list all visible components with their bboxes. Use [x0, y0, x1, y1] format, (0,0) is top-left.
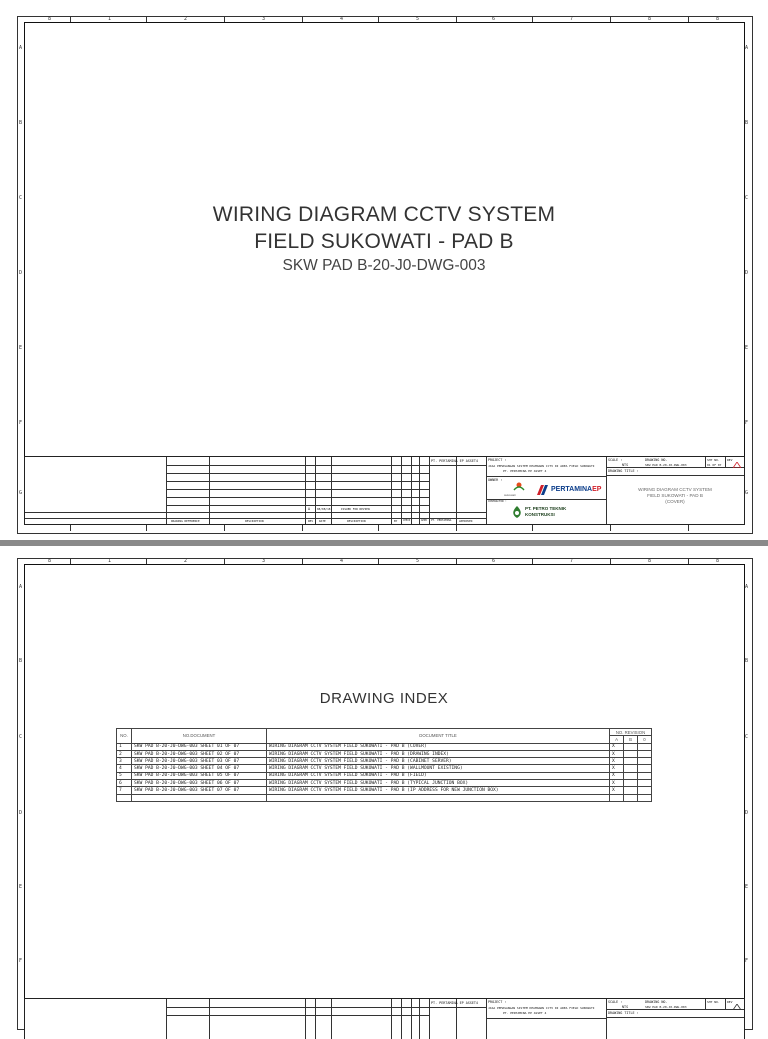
- row-rev-a: X: [610, 780, 624, 787]
- zone-label: A: [745, 45, 749, 51]
- zone-label: A: [19, 584, 23, 590]
- row-rev-a: X: [610, 765, 624, 772]
- header-revision: NO. REVISION: [610, 729, 652, 736]
- tb-bottom-label: APPR: [421, 519, 427, 522]
- tb-drawing-title-1: WIRING DIAGRAM CCTV SYSTEM: [638, 487, 712, 492]
- zone-label: 2: [184, 558, 188, 564]
- zone-label: 8: [716, 558, 720, 564]
- row-rev-a: X: [610, 772, 624, 779]
- zone-label: F: [745, 958, 749, 964]
- zone-label: E: [19, 345, 23, 351]
- row-no: 6: [117, 780, 132, 787]
- tb-bottom-label: PT. PERTAMINA: [431, 519, 452, 522]
- table-row: [117, 750, 652, 757]
- row-doc: SKW PAD B-20-J0-DWG-003 SHEET 06 OF 07: [132, 780, 267, 787]
- zone-label: E: [19, 884, 23, 890]
- zone-label: 8: [716, 16, 720, 22]
- tb-scale-label: SCALE :: [608, 1000, 623, 1004]
- zone-label: D: [19, 810, 23, 816]
- row-no: 1: [117, 743, 132, 750]
- zone-label: 1: [108, 16, 112, 22]
- tb-rev-row-date: 08/08/18: [317, 507, 331, 511]
- row-title: WIRING DIAGRAM CCTV SYSTEM FIELD SUKOWATI - PAD B (DRAWING INDEX): [267, 750, 610, 757]
- title-block: [24, 456, 745, 525]
- zone-label: C: [19, 195, 23, 201]
- zone-label: 5: [416, 16, 420, 22]
- zone-label: E: [745, 884, 749, 890]
- tb-rev-label: REV: [727, 1000, 733, 1004]
- header-no: NO.: [117, 729, 132, 744]
- zone-label: C: [745, 195, 749, 201]
- zone-label: F: [19, 958, 23, 964]
- row-doc: SKW PAD B-20-J0-DWG-003 SHEET 05 OF 07: [132, 772, 267, 779]
- zone-label: 4: [340, 16, 344, 22]
- tb-scale-value: NTS: [622, 1005, 629, 1009]
- zone-label: B: [745, 120, 749, 126]
- tb-drawing-title-label: DRAWING TITLE :: [608, 469, 639, 473]
- drawing-index-title: DRAWING INDEX: [319, 690, 449, 707]
- tb-drawing-title-3: (COVER): [665, 499, 685, 504]
- zone-label: 8: [648, 558, 652, 564]
- row-doc: SKW PAD B-20-J0-DWG-003 SHEET 03 OF 07: [132, 758, 267, 765]
- pertamina-logo-icon: [537, 485, 549, 495]
- tb-bottom-label: APPROVED: [459, 519, 473, 523]
- tb-contractor-label: CONTRACTOR :: [488, 500, 507, 503]
- pertamina-ep: EP: [592, 486, 602, 493]
- zone-label: 6: [492, 558, 496, 564]
- tb-scale-label: SCALE :: [608, 458, 623, 462]
- zone-label: 7: [570, 16, 574, 22]
- tb-bottom-label: DATE: [319, 519, 326, 523]
- cover-doc-number: SKW PAD B-20-J0-DWG-003: [282, 257, 486, 274]
- header-rev-0: 0: [638, 736, 652, 743]
- table-row: [117, 758, 652, 765]
- row-rev-a: X: [610, 758, 624, 765]
- zone-label: 1: [108, 558, 112, 564]
- tb-drawing-no-value: SKW PAD B-20-J0-DWG-003: [645, 463, 687, 467]
- header-rev-b: B: [624, 736, 638, 743]
- revision-triangle-icon: [733, 1004, 741, 1010]
- tb-owner-label: OWNER :: [488, 478, 503, 482]
- tb-scale-value: NTS: [622, 463, 629, 467]
- tb-bottom-label: BY: [394, 519, 398, 523]
- row-rev-a: X: [610, 787, 624, 794]
- tb-drawing-no-label: DRAWING NO.: [645, 458, 668, 462]
- zone-label: B: [745, 658, 749, 664]
- zone-label: F: [19, 420, 23, 426]
- row-title: WIRING DIAGRAM CCTV SYSTEM FIELD SUKOWATI - PAD B (WALLMOUNT EXISTING): [267, 765, 610, 772]
- row-no: 2: [117, 750, 132, 757]
- row-doc: SKW PAD B-20-J0-DWG-003 SHEET 07 OF 07: [132, 787, 267, 794]
- table-row: [117, 787, 652, 794]
- sukowati-logo-icon: [512, 482, 526, 492]
- row-rev-a: X: [610, 750, 624, 757]
- row-title: WIRING DIAGRAM CCTV SYSTEM FIELD SUKOWATI - PAD B (TYPICAL JUNCTION BOX): [267, 780, 610, 787]
- tb-sheet-value: 01 OF 07: [707, 463, 722, 467]
- row-no: 5: [117, 772, 132, 779]
- header-doc: NO.DOCUMENT: [132, 729, 267, 744]
- row-no: 3: [117, 758, 132, 765]
- zone-label: A: [19, 45, 23, 51]
- tb-sheet-label: SHT NO.: [707, 458, 720, 462]
- zone-label: 3: [262, 558, 266, 564]
- row-no: 7: [117, 787, 132, 794]
- tb-company: PT. PERTAMINA EP ASSET4: [431, 459, 478, 463]
- row-title: WIRING DIAGRAM CCTV SYSTEM FIELD SUKOWATI - PAD B (FIELD): [267, 772, 610, 779]
- tb-drawing-title-label: DRAWING TITLE :: [608, 1011, 639, 1015]
- tb-drawing-no-value: SKW PAD B-20-J0-DWG-003: [645, 1005, 687, 1009]
- petro-teknik-logo-icon: [511, 505, 523, 519]
- zone-label: 8: [48, 558, 52, 564]
- cover-title-line1: WIRING DIAGRAM CCTV SYSTEM: [212, 203, 556, 226]
- row-title: WIRING DIAGRAM CCTV SYSTEM FIELD SUKOWATI - PAD B (COVER): [267, 743, 610, 750]
- zone-label: 7: [570, 558, 574, 564]
- zone-label: D: [745, 270, 749, 276]
- row-no: 4: [117, 765, 132, 772]
- tb-project-text-2: PT. PERTAMINA EP ASSET 4: [503, 469, 547, 473]
- zone-label: B: [19, 658, 23, 664]
- row-rev-a: X: [610, 743, 624, 750]
- tb-project-text-1: JASA PEMASANGAN SISTEM KEAMANAN CCTV DI AREA FIELD SUKOWATI: [488, 1006, 595, 1010]
- zone-label: D: [19, 270, 23, 276]
- zone-label: C: [19, 734, 23, 740]
- tb-project-text-1: JASA PEMASANGAN SISTEM KEAMANAN CCTV DI AREA FIELD SUKOWATI: [488, 464, 595, 468]
- zone-label: 5: [416, 558, 420, 564]
- table-row: [117, 772, 652, 779]
- zone-label: B: [19, 120, 23, 126]
- zone-label: 6: [492, 16, 496, 22]
- zone-label: G: [745, 490, 749, 496]
- tb-drawing-title-2: FIELD SUKOWATI - PAD B: [647, 493, 703, 498]
- tb-bottom-label: DRAWING REFERENCE: [171, 519, 200, 523]
- zone-label: D: [745, 810, 749, 816]
- cover-title-line2: FIELD SUKOWATI - PAD B: [254, 230, 514, 253]
- tb-bottom-label: DESCRIPTION: [245, 519, 264, 523]
- tb-company: PT. PERTAMINA EP ASSET4: [431, 1001, 478, 1005]
- zone-label: 3: [262, 16, 266, 22]
- zone-label: F: [745, 420, 749, 426]
- row-title: WIRING DIAGRAM CCTV SYSTEM FIELD SUKOWATI - PAD B (IP ADDRESS FOR NEW JUNCTION BOX): [267, 787, 610, 794]
- tb-rev-row-rev: A: [308, 507, 311, 511]
- zone-label: 8: [48, 16, 52, 22]
- pertamina-logo-text: [551, 486, 601, 493]
- table-row: [117, 780, 652, 787]
- zone-label: 2: [184, 16, 188, 22]
- tb-project-label: PROJECT :: [488, 1000, 507, 1004]
- tb-bottom-label: REV: [308, 519, 314, 523]
- sukowati-logo-text: sukowati: [504, 493, 516, 497]
- title-block-partial: [24, 998, 745, 1039]
- zone-label: 8: [648, 16, 652, 22]
- tb-bottom-label: DESCRIPTION: [347, 519, 366, 523]
- row-doc: SKW PAD B-20-J0-DWG-003 SHEET 04 OF 07: [132, 765, 267, 772]
- index-header-row: [117, 729, 652, 736]
- row-doc: SKW PAD B-20-J0-DWG-003 SHEET 02 OF 07: [132, 750, 267, 757]
- header-rev-a: A: [610, 736, 624, 743]
- row-title: WIRING DIAGRAM CCTV SYSTEM FIELD SUKOWATI - PAD B (CABINET SERVER): [267, 758, 610, 765]
- header-title: DOCUMENT TITLE: [267, 729, 610, 744]
- table-row: [117, 743, 652, 750]
- revision-triangle-icon: [733, 462, 741, 468]
- table-row-empty: [117, 794, 652, 801]
- zone-label: G: [19, 490, 23, 496]
- table-row: [117, 765, 652, 772]
- tb-drawing-no-label: DRAWING NO.: [645, 1000, 668, 1004]
- drawing-index-table: [116, 728, 652, 802]
- index-sheet: [0, 546, 768, 1024]
- zone-label: C: [745, 734, 749, 740]
- tb-project-label: PROJECT :: [488, 458, 507, 462]
- tb-rev-row-desc: ISSUED FOR REVIEW: [341, 507, 370, 511]
- petro-teknik-line2: KONSTRUKSI: [525, 512, 555, 517]
- petro-teknik-line1: PT. PETRO TEKNIK: [525, 506, 567, 511]
- pertamina-word: PERTAMINA: [551, 486, 593, 493]
- tb-bottom-label: CHECK: [403, 519, 411, 522]
- row-doc: SKW PAD B-20-J0-DWG-003 SHEET 01 OF 07: [132, 743, 267, 750]
- tb-sheet-label: SHT NO.: [707, 1000, 720, 1004]
- tb-rev-label: REV: [727, 458, 733, 462]
- zone-label: 4: [340, 558, 344, 564]
- zone-label: E: [745, 345, 749, 351]
- zone-label: A: [745, 584, 749, 590]
- tb-project-text-2: PT. PERTAMINA EP ASSET 4: [503, 1011, 547, 1015]
